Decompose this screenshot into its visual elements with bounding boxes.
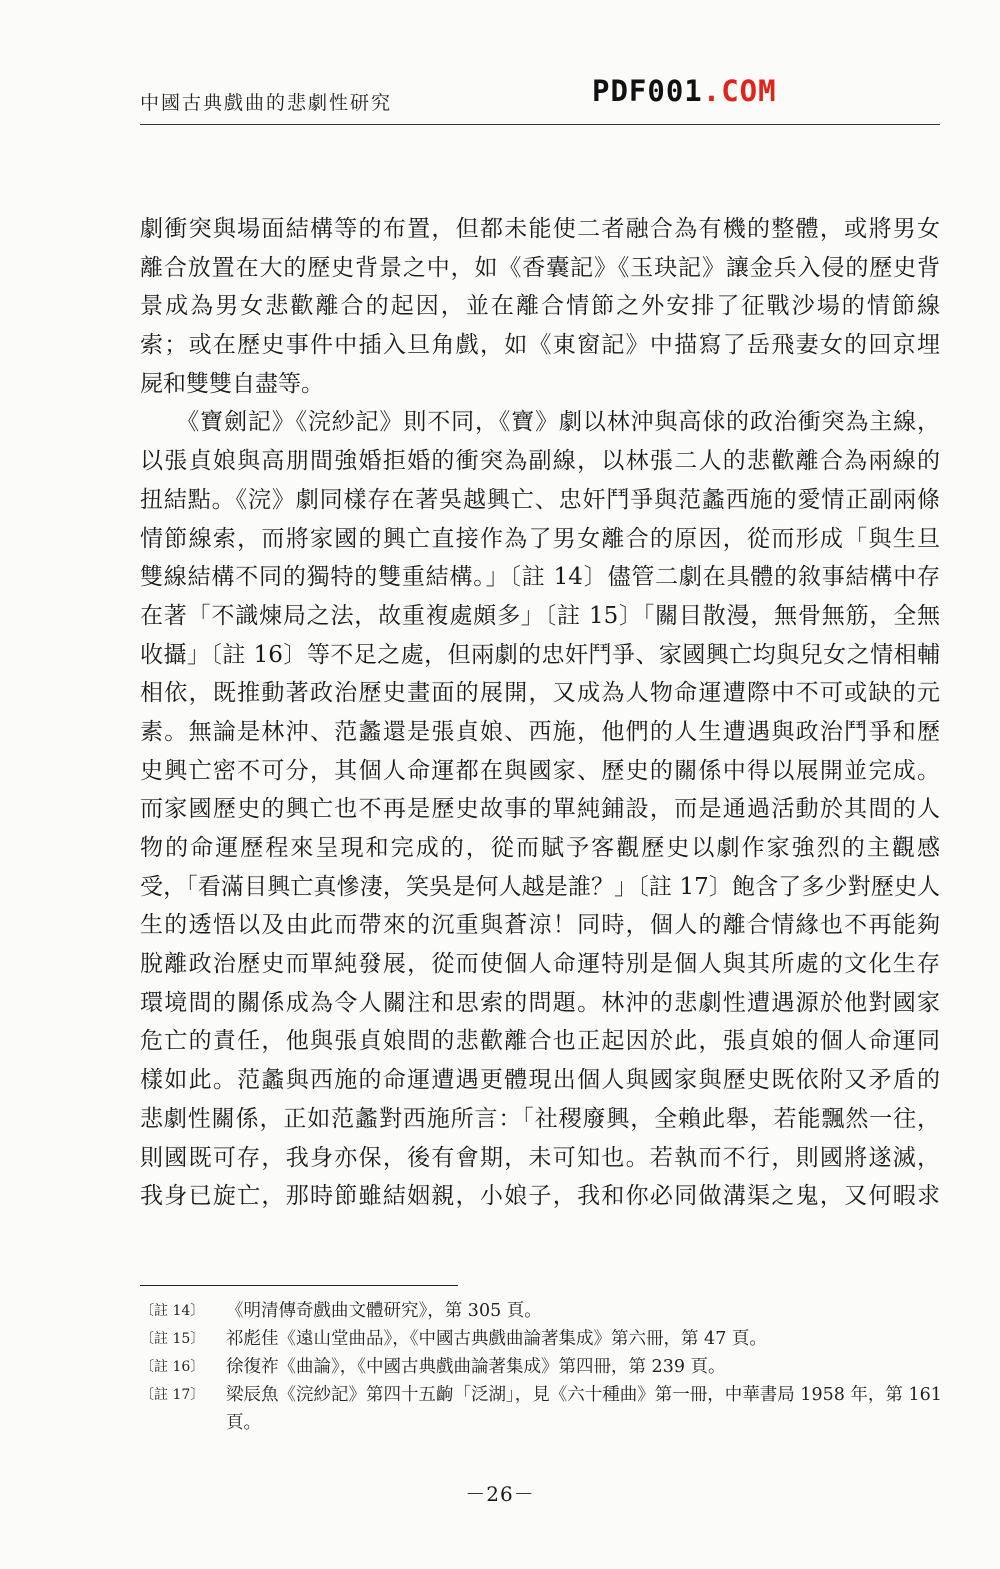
footnote-divider xyxy=(140,1285,458,1286)
text-line: 環境間的關係成為令人關注和思索的問題。林沖的悲劇性遭遇源於他對國家 xyxy=(140,989,940,1016)
text-line: 收攝」〔註 16〕等不足之處，但兩劇的忠奸鬥爭、家國興亡均與兒女之情相輔 xyxy=(140,641,940,668)
text-line: 素。無論是林沖、范蠡還是張貞娘、西施，他們的人生遭遇與政治鬥爭和歷 xyxy=(140,718,940,745)
text-line: 受，「看滿目興亡真慘淒，笑吳是何人越是誰？」〔註 17〕飽含了多少對歷史人 xyxy=(140,873,940,900)
footnotes xyxy=(140,1297,945,1437)
footnote-text: 祁彪佳《遠山堂曲品》，《中國古典戲曲論著集成》第六冊，第 47 頁。 xyxy=(226,1329,767,1349)
text-line: 悲劇性關係，正如范蠡對西施所言：「社稷廢興，全賴此舉，若能飄然一往， xyxy=(140,1105,940,1132)
text-line: 物的命運歷程來呈現和完成的，從而賦予客觀歷史以劇作家強烈的主觀感 xyxy=(140,835,940,861)
page-number: －26－ xyxy=(465,1482,535,1506)
body-text xyxy=(140,210,940,1216)
footnote-14 xyxy=(140,1297,945,1325)
text-line: 情節線索，而將家國的興亡直接作為了男女離合的原因，從而形成「與生旦 xyxy=(140,525,940,552)
text-line: 脫離政治歷史而單純發展，從而使個人命運特別是個人與其所處的文化生存 xyxy=(140,951,940,978)
footnote-marker: 〔註 15〕 xyxy=(140,1331,205,1347)
book-title: 中國古典戲曲的悲劇性研究 xyxy=(140,92,393,114)
footnote-marker: 〔註 16〕 xyxy=(140,1359,205,1375)
text-line: 則國既可存，我身亦保，後有會期，未可知也。若執而不行，則國將遂滅， xyxy=(140,1144,940,1171)
footnote-text: 《明清傳奇戲曲文體研究》，第 305 頁。 xyxy=(226,1301,542,1321)
text-line: 扭結點。《浣》劇同樣存在著吳越興亡、忠奸鬥爭與范蠡西施的愛情正副兩條 xyxy=(140,486,940,513)
text-line: 索；或在歷史事件中插入旦角戲，如《東窗記》中描寫了岳飛妻女的回京埋 xyxy=(140,332,940,359)
footnote-marker: 〔註 14〕 xyxy=(140,1303,205,1319)
footnote-16 xyxy=(140,1353,945,1381)
text-line: 《寶劍記》《浣紗記》則不同，《寶》劇以林沖與高俅的政治衝突為主線， xyxy=(140,409,940,436)
text-line: 危亡的責任，他與張貞娘間的悲歡離合也正起因於此，張貞娘的個人命運同 xyxy=(140,1028,940,1055)
text-line: 屍和雙雙自盡等。 xyxy=(140,370,324,397)
watermark-main: PDF001 xyxy=(592,74,703,108)
text-line: 離合放置在大的歷史背景之中，如《香囊記》《玉玦記》讓金兵入侵的歷史背 xyxy=(140,254,940,281)
header-divider xyxy=(140,124,940,125)
footnote-15 xyxy=(140,1325,945,1353)
footnote-17 xyxy=(140,1381,945,1437)
text-line: 我身已旋亡，那時節雖結姻親，小娘子，我和你必同做溝渠之鬼，又何暇求 xyxy=(140,1183,940,1210)
footnote-text: 梁辰魚《浣紗記》第四十五齣「泛湖」，見《六十種曲》第一冊，中華書局 1958 年，第 161 頁。 xyxy=(226,1385,942,1433)
watermark-suffix: .COM xyxy=(702,74,777,108)
text-line: 雙線結構不同的獨特的雙重結構。」〔註 14〕儘管二劇在具體的敘事結構中存 xyxy=(140,564,940,591)
text-line: 樣如此。范蠡與西施的命運遭遇更體現出個人與國家與歷史既依附又矛盾的 xyxy=(140,1067,940,1094)
footnote-marker: 〔註 17〕 xyxy=(140,1387,205,1403)
footnote-text: 徐復祚《曲論》，《中國古典戲曲論著集成》第四冊，第 239 頁。 xyxy=(226,1357,726,1377)
text-line: 相依，既推動著政治歷史畫面的展開，又成為人物命運遭際中不可或缺的元 xyxy=(140,680,940,707)
text-line: 生的透悟以及由此而帶來的沉重與蒼涼！同時，個人的離合情緣也不再能夠 xyxy=(140,912,940,939)
watermark-logo xyxy=(592,74,777,108)
text-line: 景成為男女悲歡離合的起因，並在離合情節之外安排了征戰沙場的情節線 xyxy=(140,293,940,320)
text-line: 史興亡密不可分，其個人命運都在與國家、歷史的關係中得以展開並完成。 xyxy=(140,757,940,784)
text-line: 而家國歷史的興亡也不再是歷史故事的單純鋪設，而是通過活動於其間的人 xyxy=(140,796,940,823)
text-line: 在著「不識煉局之法，故重複處頗多」〔註 15〕「關目散漫，無骨無筋，全無 xyxy=(140,602,940,629)
text-line: 劇衝突與場面結構等的布置，但都未能使二者融合為有機的整體，或將男女 xyxy=(140,216,940,242)
text-line: 以張貞娘與高朋間強婚拒婚的衝突為副線，以林張二人的悲歡離合為兩線的 xyxy=(140,448,940,475)
